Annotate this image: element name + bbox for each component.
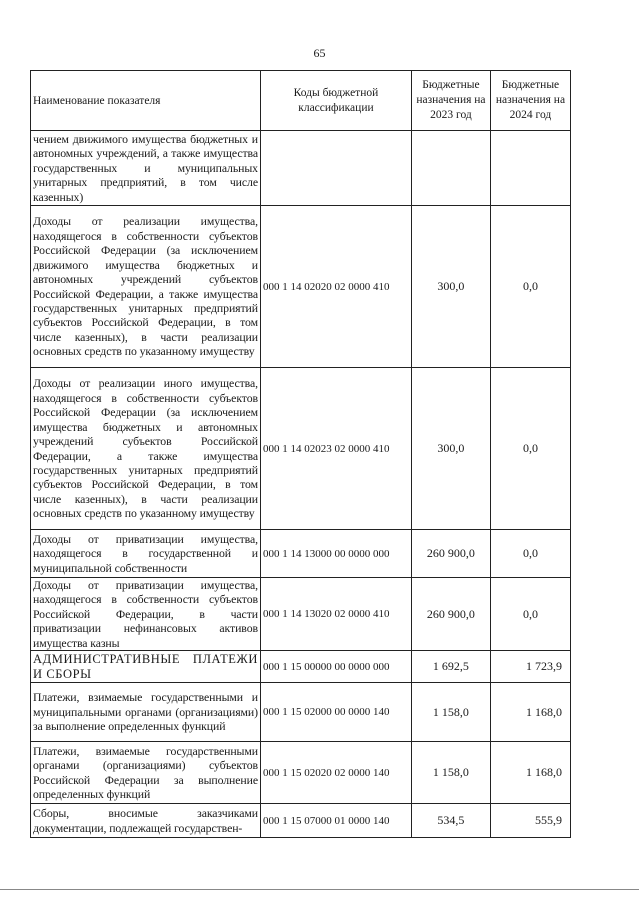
row-name: Сборы, вносимые заказчиками документации, подлежащей государствен- [31, 804, 261, 838]
row-code: 000 1 15 02000 00 0000 140 [260, 683, 411, 742]
row-name: Платежи, взимаемые государственными органами (организациями) субъектов Российской Федерации за выполнение определенных функций [31, 742, 261, 804]
row-code: 000 1 15 00000 00 0000 000 [260, 651, 411, 683]
header-name: Наименование показателя [31, 71, 261, 131]
row-code [260, 131, 411, 206]
row-value-2024: 0,0 [490, 206, 570, 368]
table-row [31, 683, 571, 742]
row-value-2024 [490, 131, 570, 206]
row-value-2023: 1 158,0 [411, 683, 490, 742]
table-header-row [31, 71, 571, 131]
row-name: Доходы от приватизации имущества, находящегося в собственности субъектов Российской Федерации, в части приватизации нефинансовых активов имущества казны [31, 578, 261, 651]
table-row [31, 131, 571, 206]
row-code: 000 1 15 07000 01 0000 140 [260, 804, 411, 838]
row-value-2023: 300,0 [411, 368, 490, 530]
row-value-2023: 1 158,0 [411, 742, 490, 804]
row-name: Платежи, взимаемые государственными и муниципальными органами (организациями) за выполнение определенных функций [31, 683, 261, 742]
row-name: Доходы от приватизации имущества, находящегося в государственной и муниципальной собственности [31, 530, 261, 578]
row-name: Доходы от реализации имущества, находящегося в собственности субъектов Российской Федерации (за исключением движимого имущества бюджетных и автономных учреждений субъектов Российской Федерации, а также имущества государственных унитарных предприятий субъектов Российской Федерации, в том числе казенных), в части реализации основных средств по указанному имуществу [31, 206, 261, 368]
row-code: 000 1 14 02020 02 0000 410 [260, 206, 411, 368]
row-value-2024: 555,9 [490, 804, 570, 838]
page-number: 65 [313, 46, 326, 60]
table-row [31, 578, 571, 651]
row-value-2024: 1 168,0 [490, 742, 570, 804]
row-value-2024: 0,0 [490, 530, 570, 578]
row-value-2023: 260 900,0 [411, 530, 490, 578]
row-value-2023: 300,0 [411, 206, 490, 368]
row-value-2024: 1 168,0 [490, 683, 570, 742]
table-row [31, 651, 571, 683]
row-value-2023: 534,5 [411, 804, 490, 838]
table-row [31, 742, 571, 804]
row-value-2023 [411, 131, 490, 206]
row-name: АДМИНИСТРАТИВНЫЕ ПЛАТЕЖИ И СБОРЫ [31, 651, 261, 683]
budget-table [30, 70, 571, 838]
header-2024: Бюджетные назначения на 2024 год [490, 71, 570, 131]
row-name: Доходы от реализации иного имущества, находящегося в собственности субъектов Российской Федерации (за исключением имущества бюджетных и автономных учреждений субъектов Российской Федерации, а также имущества государственных унитарных предприятий субъектов Российской Федерации, в том числе казенных), в части реализации основных средств по указанному имуществу [31, 368, 261, 530]
table-row [31, 530, 571, 578]
row-value-2024: 0,0 [490, 578, 570, 651]
row-value-2023: 260 900,0 [411, 578, 490, 651]
row-value-2024: 1 723,9 [490, 651, 570, 683]
table-row [31, 804, 571, 838]
row-code: 000 1 15 02020 02 0000 140 [260, 742, 411, 804]
row-name: чением движимого имущества бюджетных и автономных учреждений, а также имущества государственных и муниципальных унитарных предприятий, в том числе казенных) [31, 131, 261, 206]
table-row [31, 206, 571, 368]
row-code: 000 1 14 13000 00 0000 000 [260, 530, 411, 578]
table-row [31, 368, 571, 530]
row-code: 000 1 14 13020 02 0000 410 [260, 578, 411, 651]
row-value-2023: 1 692,5 [411, 651, 490, 683]
header-2023: Бюджетные назначения на 2023 год [411, 71, 490, 131]
row-code: 000 1 14 02023 02 0000 410 [260, 368, 411, 530]
row-value-2024: 0,0 [490, 368, 570, 530]
scan-edge-line [0, 889, 639, 890]
header-code: Коды бюджетной классификации [260, 71, 411, 131]
